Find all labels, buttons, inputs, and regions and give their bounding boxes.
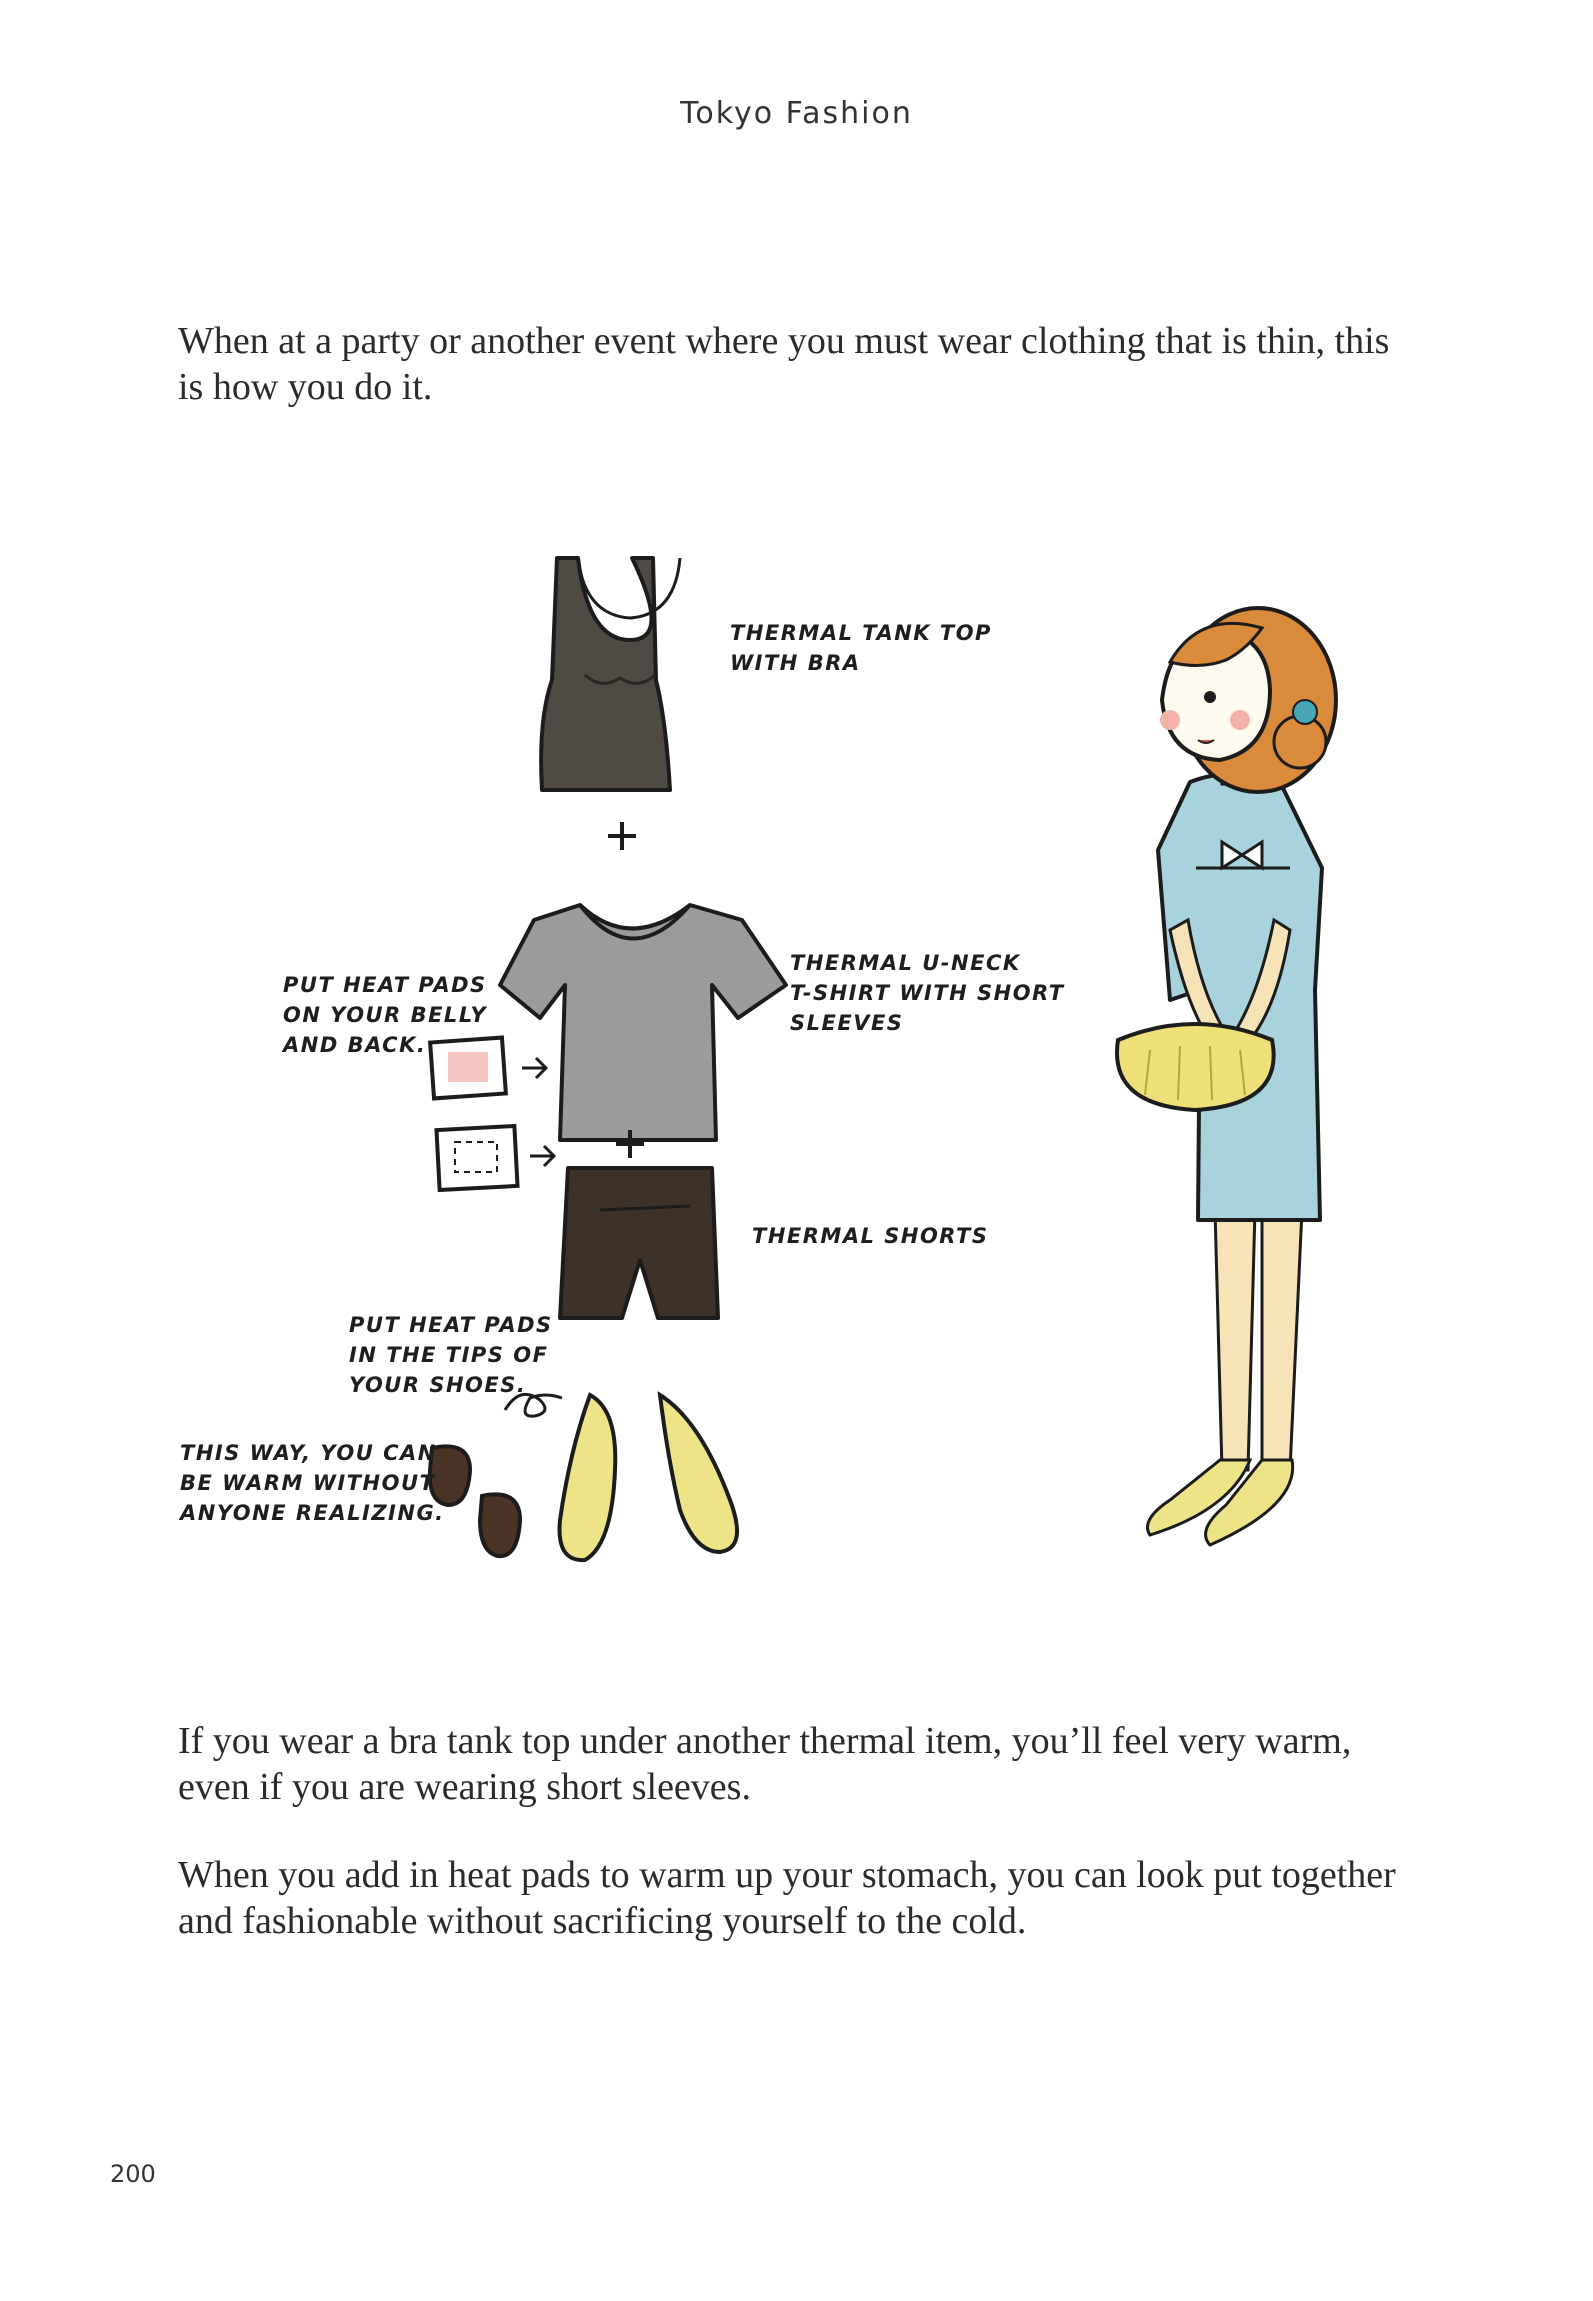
label-tank-top: THERMAL TANK TOP WITH BRA [730,621,992,675]
pumps [560,1395,738,1560]
thermal-tshirt [500,905,786,1140]
intro-paragraph: When at a party or another event where you must wear clothing that is thin, this is how you do it. [178,320,1390,408]
label-heat-pads-belly: PUT HEAT PADS ON YOUR BELLY AND BACK. [283,973,488,1057]
heat-pad-back [436,1126,554,1190]
label-shorts: THERMAL SHORTS [752,1224,989,1248]
label-tshirt: THERMAL U-NECK T-SHIRT WITH SHORT SLEEVES [790,951,1065,1035]
woman-figure [1117,608,1336,1545]
label-warm-note: THIS WAY, YOU CAN BE WARM WITHOUT ANYONE REALIZING. [180,1441,445,1525]
page-number: 200 [110,2160,156,2188]
thermal-tank-top [541,558,680,790]
plus-sign [608,822,636,850]
body-paragraph-2: If you wear a bra tank top under another thermal item, you’ll feel very warm, even if you are wearing short sleeves. [178,1720,1352,1808]
label-heat-pads-shoes: PUT HEAT PADS IN THE TIPS OF YOUR SHOES. [349,1313,553,1397]
body-paragraph-3: When you add in heat pads to warm up your stomach, you can look put together and fashionable without sacrificing yourself to the cold. [178,1854,1396,1942]
thermal-shorts [560,1168,718,1318]
running-title: Tokyo Fashion [680,96,913,131]
